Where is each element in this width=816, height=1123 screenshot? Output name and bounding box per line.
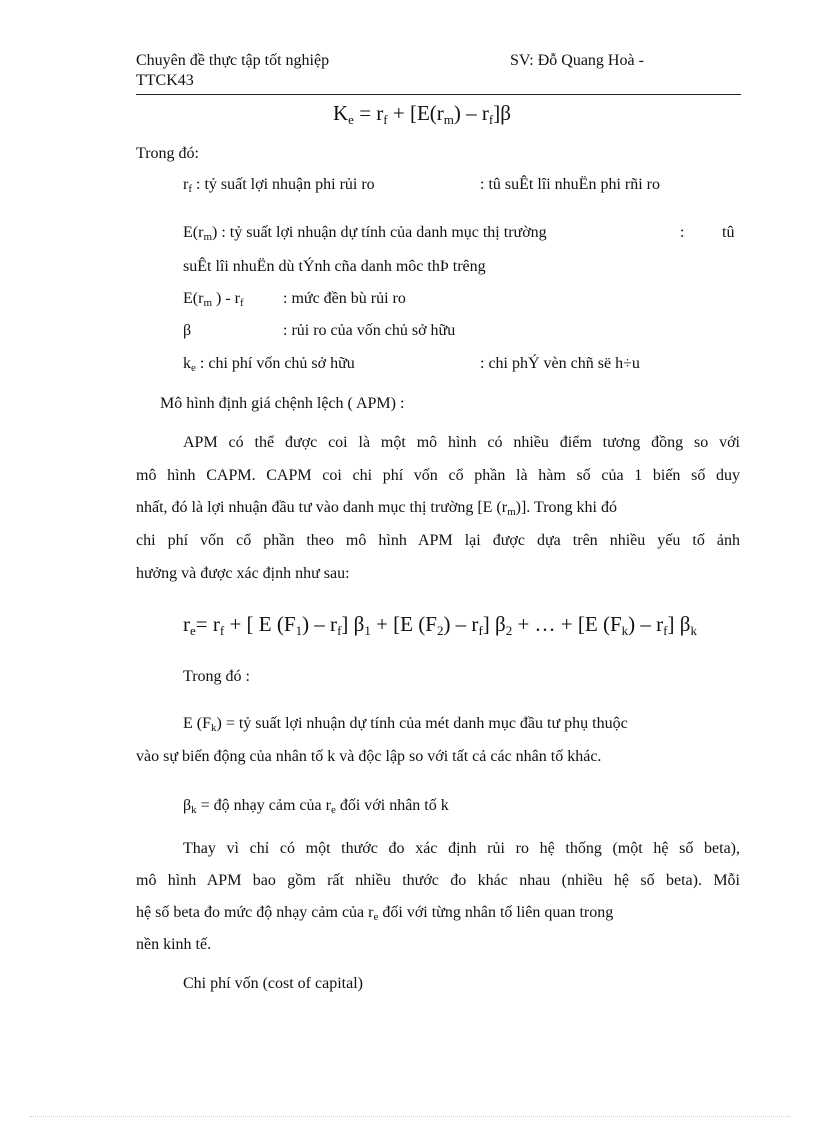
header-right: SV: Đỗ Quang Hoà - xyxy=(510,52,644,69)
apm-heading: Mô hình định giá chệnh lệch ( APM) : xyxy=(160,395,405,412)
def-ke-garbled: : chi phÝ vèn chñ së h÷u xyxy=(480,355,640,372)
def-beta: β xyxy=(183,322,192,339)
header-rule xyxy=(136,94,741,95)
def-beta-text: : rủi ro của vốn chủ sở hữu xyxy=(283,322,456,339)
para3-line2: mô hình APM bao gồm rất nhiều thước đo khác nhau (nhiều hệ số beta). Mỗi xyxy=(136,872,740,889)
last-line: Chi phí vốn (cost of capital) xyxy=(183,975,363,992)
para1-line5: hưởng và được xác định như sau: xyxy=(136,565,350,582)
header-left-line1: Chuyên đề thực tập tốt nghiệp xyxy=(136,52,330,69)
para1-line3: nhất, đó là lợi nhuận đầu tư vào danh mục thị trường [E (rm)]. Trong khi đó xyxy=(136,499,617,518)
def-ke: ke : chi phí vốn chủ sở hữu xyxy=(183,355,355,374)
para3-line3: hệ số beta đo mức độ nhạy cảm của re đối với từng nhân tố liên quan trong xyxy=(136,904,614,923)
def-erm: E(rm) : tỷ suất lợi nhuận dự tính của danh mục thị trường xyxy=(183,224,547,243)
footer-divider xyxy=(30,1116,790,1117)
capm-formula: $K_e = r_f + [E(r_m) - r_f]\beta$ xyxy=(333,101,511,127)
para2-line2: vào sự biến động của nhân tố k và độc lập so với tất cả các nhân tố khác. xyxy=(136,748,602,765)
header-left-line2: TTCK43 xyxy=(136,72,194,89)
def-erm-colon: : xyxy=(680,224,685,241)
para1-line4: chi phí vốn cổ phần theo mô hình APM lại được dựa trên nhiều yếu tố ảnh xyxy=(136,532,740,549)
def-erm-tu: tû xyxy=(722,224,735,241)
para1-line1: APM có thể được coi là một mô hình có nhiều điểm tương đồng so với xyxy=(183,434,740,451)
def-rf: rf : tỷ suất lợi nhuận phi rủi ro xyxy=(183,176,375,195)
para2-line1: E (Fk) = tỷ suất lợi nhuận dự tính của mét danh mục đầu tư phụ thuộc xyxy=(183,715,628,734)
para3-line1: Thay vì chỉ có một thước đo xác định rủi ro hệ thống (một hệ số beta), xyxy=(183,840,740,857)
betak-line: βk = độ nhạy cảm của re đối với nhân tố k xyxy=(183,797,449,816)
para3-line4: nền kinh tế. xyxy=(136,936,212,953)
apm-formula: $r_e= r_f$ + [ E $(F_1) - r_f$] $\beta_1 + [E$ $(F_2) - r_f$] $\beta_2$ + … + [E $(F_k) - r_f$] $\beta_k$ xyxy=(183,612,697,638)
def-erm-garbled: suÊt lîi nhuËn dù tÝnh cña danh môc thÞ trêng xyxy=(183,258,486,275)
para1-line2: mô hình CAPM. CAPM coi chi phí vốn cổ phần là hàm số của 1 biến số duy xyxy=(136,467,740,484)
def-rf-garbled: : tû suÊt lîi nhuËn phi rñi ro xyxy=(480,176,660,193)
trong-do-label-2: Trong đó : xyxy=(183,668,250,685)
def-premium: E(rm ) - rf xyxy=(183,290,244,309)
trong-do-label: Trong đó: xyxy=(136,145,199,162)
def-premium-text: : mức đền bù rủi ro xyxy=(283,290,406,307)
